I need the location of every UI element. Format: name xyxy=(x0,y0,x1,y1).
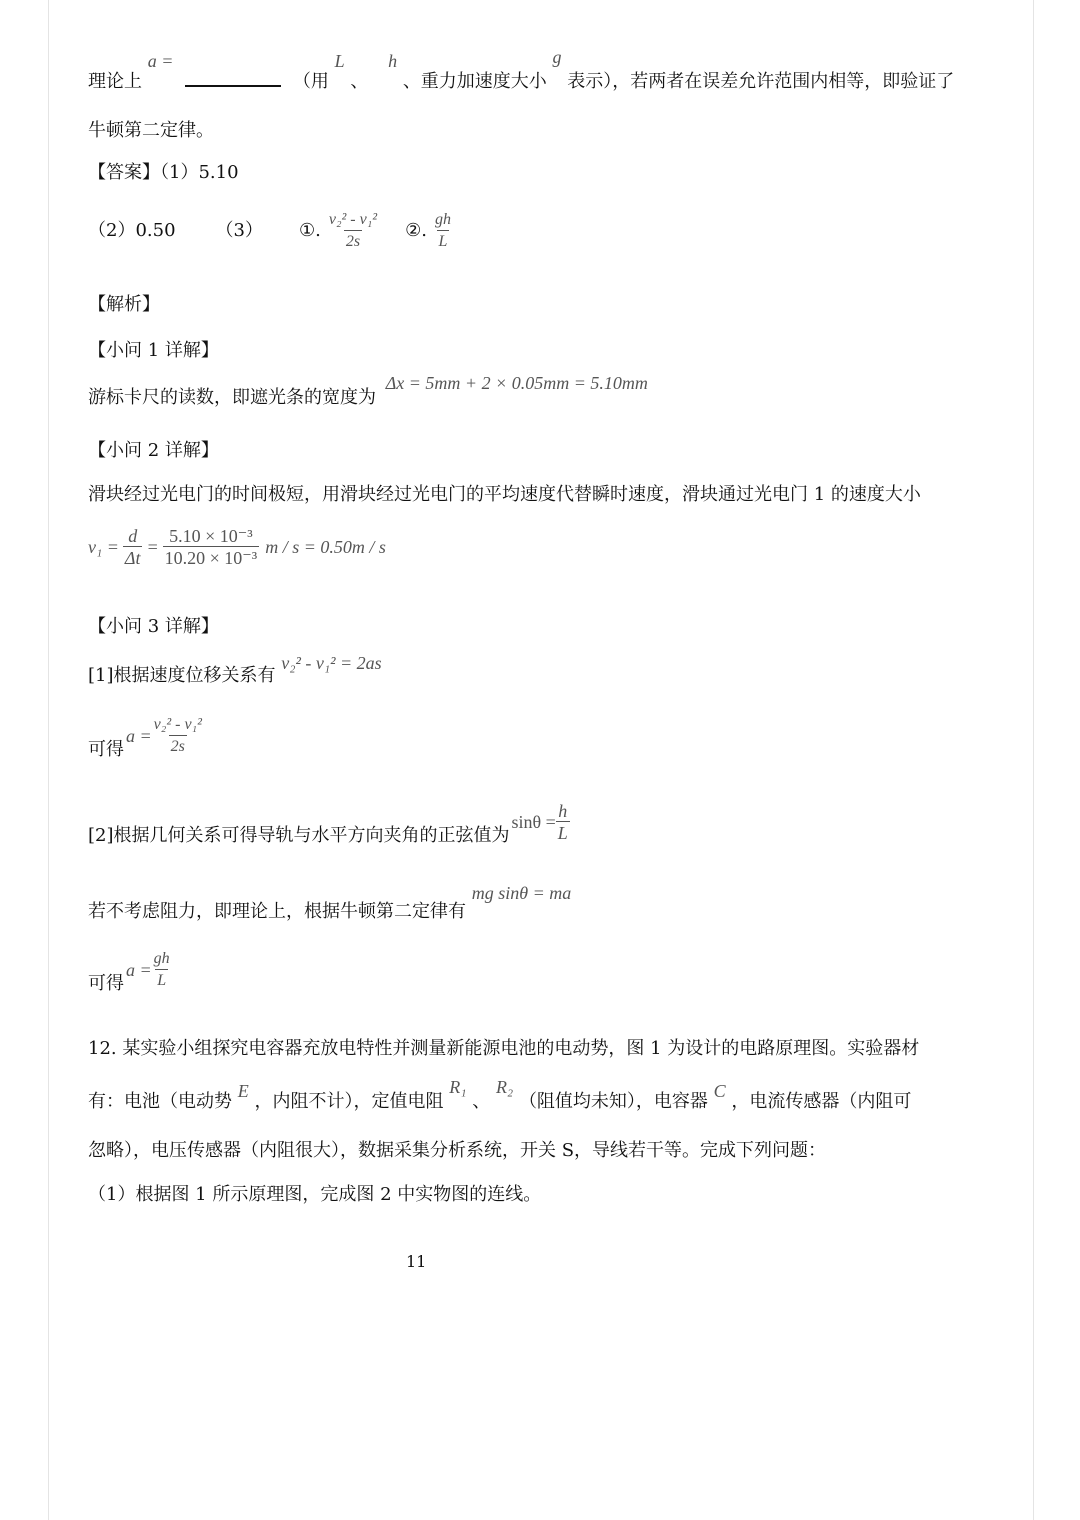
fraction: $\frac{\text{5.10 × 10⁻³}}{\text{10.20 × 10⁻³}}$ xyxy=(164,525,258,568)
question-text: 12. 某实验小组探究电容器充放电特性并测量新能源电池的电动势，图 1 为设计的电路原理图。实验器材 xyxy=(88,1038,920,1059)
page-number: 11 xyxy=(406,1252,427,1271)
formula-line xyxy=(88,794,570,850)
math-inline: a = xyxy=(126,726,152,746)
text: ，内阻不计），定值电阻 xyxy=(254,1091,444,1112)
text: ①. xyxy=(298,220,321,241)
text: 、 xyxy=(350,71,369,92)
text-line xyxy=(88,373,648,409)
section-heading: 【解析】 xyxy=(88,294,160,315)
math-var: L xyxy=(334,51,345,71)
fraction: $\frac{gh}{L}$ xyxy=(152,949,172,992)
text: （阻值均未知），电容器 xyxy=(518,1091,708,1112)
text: ，电流传感器（内阻可 xyxy=(731,1091,912,1112)
formula-line xyxy=(88,708,204,764)
answer-label: 【答案】（1）5.10 xyxy=(88,162,239,183)
math-inline: v₁ = xyxy=(88,537,119,557)
text-line xyxy=(88,47,955,93)
math-var: C xyxy=(713,1081,726,1101)
text: [1]根据速度位移关系有 xyxy=(88,665,276,686)
text-line xyxy=(88,883,572,923)
text-line: 牛顿第二定律。 xyxy=(88,120,214,141)
text: 有：电池（电动势 xyxy=(88,1091,232,1112)
text: 理论上 xyxy=(88,71,142,92)
subsection-heading: 【小问 2 详解】 xyxy=(88,440,219,461)
question-text xyxy=(88,1077,912,1113)
fraction: $\frac{\text{v₂² - v₁²}}{2s}$ xyxy=(327,210,379,253)
answer-blank xyxy=(185,71,281,87)
fraction: $\frac{h}{L}$ xyxy=(557,800,568,843)
text: 若不考虑阻力，即理论上，根据牛顿第二定律有 xyxy=(88,901,466,922)
text: （3） xyxy=(215,220,263,241)
math-var: R₁ xyxy=(449,1077,467,1097)
answer-line-2 xyxy=(88,206,453,256)
text: 可得 xyxy=(88,973,124,994)
math-var: R₂ xyxy=(495,1077,514,1097)
text: 表示），若两者在误差允许范围内相等，即验证了 xyxy=(567,71,955,92)
math-inline: Δx = 5mm + 2 × 0.05mm = 5.10mm xyxy=(385,373,648,393)
fraction: $\frac{\text{v₂² - v₁²}}{2s}$ xyxy=(152,715,204,758)
text: 、 xyxy=(472,1091,491,1112)
math-var: E xyxy=(237,1081,249,1101)
math-inline: a = xyxy=(147,51,174,71)
math-inline: v₂² - v₁² = 2as xyxy=(281,653,382,673)
fraction: $\frac{gh}{L}$ xyxy=(433,210,453,253)
text: （用 xyxy=(292,71,329,92)
math-inline: mg sinθ = ma xyxy=(471,883,572,903)
text: 、重力加速度大小 xyxy=(402,71,547,92)
math-inline: a = xyxy=(126,960,152,980)
text: （2）0.50 xyxy=(88,220,176,241)
math-inline: sinθ = xyxy=(511,812,556,832)
text: 可得 xyxy=(88,739,124,760)
text: 游标卡尺的读数，即遮光条的宽度为 xyxy=(88,387,376,408)
math-var: g xyxy=(552,47,562,67)
formula-line xyxy=(88,942,172,998)
question-text: （1）根据图 1 所示原理图，完成图 2 中实物图的连线。 xyxy=(88,1184,542,1205)
question-text: 忽略），电压传感器（内阻很大），数据采集分析系统，开关 S，导线若干等。完成下列问题： xyxy=(88,1140,827,1161)
formula-line xyxy=(88,518,386,576)
math-inline: m / s = 0.50m / s xyxy=(265,537,386,557)
text-line: 滑块经过光电门的时间极短，用滑块经过光电门的平均速度代替瞬时速度，滑块通过光电门 1 的速度大小 xyxy=(88,484,921,505)
subsection-heading: 【小问 1 详解】 xyxy=(88,340,219,361)
text: [2]根据几何关系可得导轨与水平方向夹角的正弦值为 xyxy=(88,825,510,846)
text-line xyxy=(88,653,382,687)
subsection-heading: 【小问 3 详解】 xyxy=(88,616,219,637)
fraction: $\frac{d}{\Delta t}$ xyxy=(124,525,141,568)
math-var: h xyxy=(388,51,398,71)
text: ②. xyxy=(405,220,427,241)
math-inline: = xyxy=(146,537,159,557)
